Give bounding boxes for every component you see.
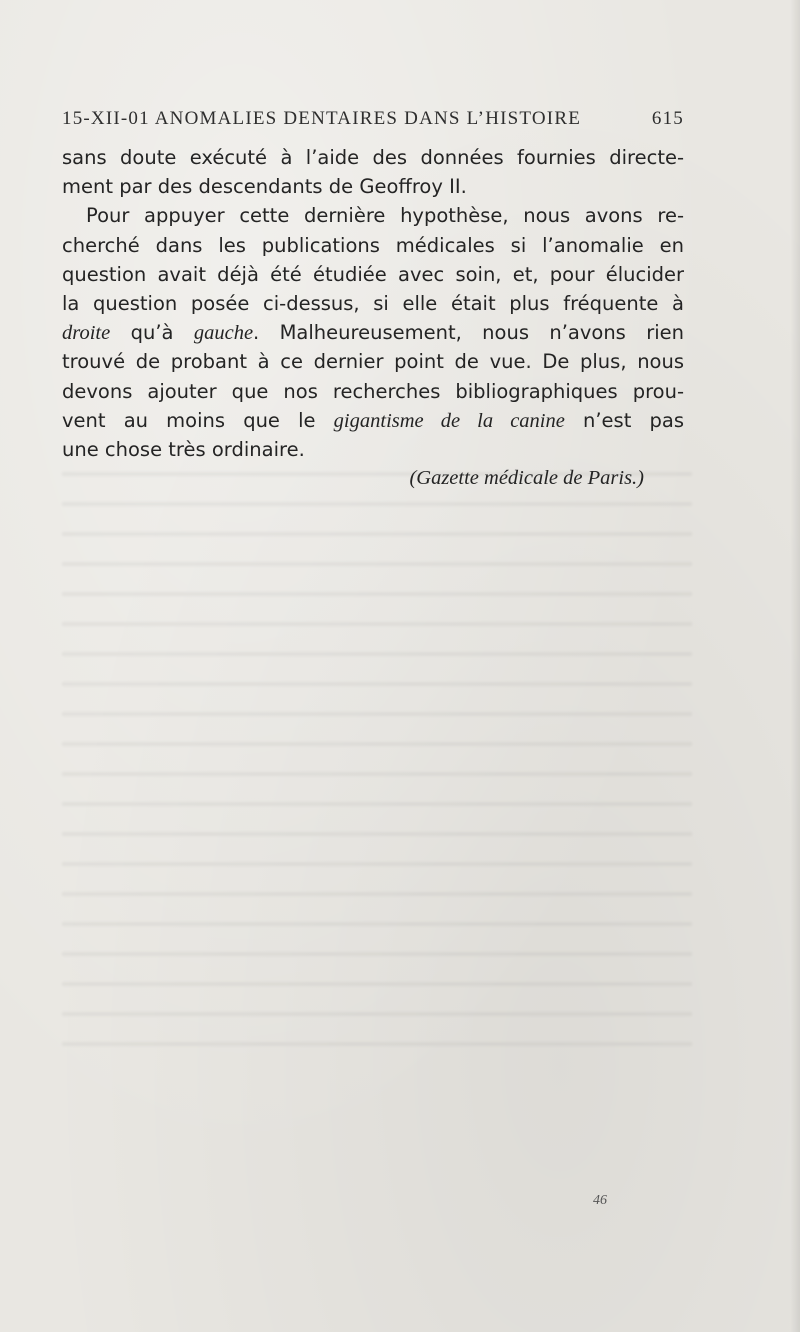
text-fragment: . Malheureusement, nous n’avons rien <box>253 321 684 345</box>
text-line: la question posée ci-dessus, si elle était plus fréquente à <box>62 291 684 315</box>
body-text <box>62 143 684 493</box>
text-line: cherché dans les publications médicales si l’anomalie en <box>62 233 684 257</box>
signature-mark: 46 <box>593 1193 607 1208</box>
page-number: 615 <box>651 108 684 129</box>
italic-word-gauche: gauche <box>193 322 254 345</box>
text-fragment: vent au moins que le <box>62 408 334 432</box>
text-line: trouvé de probant à ce dernier point de vue. De plus, nous <box>62 350 684 374</box>
text-line: sans doute exécuté à l’aide des données fournies directe- <box>62 146 684 169</box>
text-line: ment par des descendants de Geoffroy II. <box>62 175 467 199</box>
text-line: Pour appuyer cette dernière hypothèse, nous avons re- <box>86 204 684 228</box>
text-line: question avait déjà été étudiée avec soin, et, pour élucider <box>62 262 684 286</box>
running-title: 15-XII-01 ANOMALIES DENTAIRES DANS L’HISTOIRE <box>62 108 582 129</box>
show-through-texture <box>62 450 692 1050</box>
text-line: une chose très ordinaire. <box>62 437 305 461</box>
text-line <box>62 406 684 435</box>
text-line <box>62 318 684 347</box>
running-header <box>62 108 684 138</box>
text-line: devons ajouter que nos recherches bibliographiques prou- <box>62 379 684 403</box>
text-fragment: qu’à <box>110 321 194 345</box>
text-fragment: n’est pas <box>564 408 685 432</box>
italic-word-droite: droite <box>62 322 111 345</box>
italic-phrase-gigantisme: gigantisme de la canine <box>333 409 565 432</box>
page-edge-shadow <box>790 0 800 1332</box>
source-citation: (Gazette médicale de Paris.) <box>409 467 644 490</box>
